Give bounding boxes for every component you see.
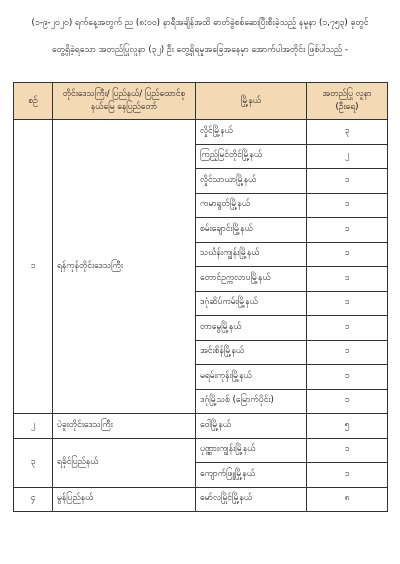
case-count: ၁ bbox=[307, 365, 388, 390]
row-number: ၃ bbox=[14, 438, 53, 487]
case-count: ၁ bbox=[307, 340, 388, 365]
heading-line-1: (၁-၉-၂၀၂၀) ရက်နေ့အတွက် ည (၈:၀၀) နာရီအချိန်အထိ ဓာတ်ခွဲစစ်ဆေးပြီးစီးခဲ့သည့် နမူနာ (၁,၇၅၃) ခုတွင် bbox=[31, 18, 369, 28]
table-row bbox=[14, 414, 388, 439]
case-count: ၁ bbox=[307, 291, 388, 316]
case-count: ၅ bbox=[307, 414, 388, 439]
header-no: စဉ် bbox=[14, 83, 53, 120]
case-count: ၈ bbox=[307, 487, 388, 512]
township-name: တောင်ဥက္ကလာပမြို့နယ် bbox=[196, 267, 307, 292]
township-name: မော်လမြိုင်မြို့နယ် bbox=[196, 487, 307, 512]
heading bbox=[14, 10, 386, 64]
case-count: ၁ bbox=[307, 169, 388, 194]
township-name: ဝေါမြို့နယ် bbox=[196, 414, 307, 439]
table-body bbox=[14, 120, 388, 512]
township-name: ဒဂုံဆိပ်ကမ်းမြို့နယ် bbox=[196, 291, 307, 316]
case-count: ၂ bbox=[307, 144, 388, 169]
region-name: မွန်ပြည်နယ် bbox=[53, 487, 196, 512]
case-count: ၃ bbox=[307, 120, 388, 145]
township-name: ဒဂုံမြို့သစ် (မြောက်ပိုင်း) bbox=[196, 389, 307, 414]
township-name: စမ်းချောင်းမြို့နယ် bbox=[196, 218, 307, 243]
header-region: တိုင်းဒေသကြီး/ ပြည်နယ်/ ပြည်ထောင်စုနယ်မြေ နေပြည်တော် bbox=[53, 83, 196, 120]
table-row bbox=[14, 438, 388, 463]
row-number: ၂ bbox=[14, 414, 53, 439]
township-name: ကြည့်မြင်တိုင်မြို့နယ် bbox=[196, 144, 307, 169]
township-name: ပုဏ္ဏားကျွန်းမြို့နယ် bbox=[196, 438, 307, 463]
case-count: ၁ bbox=[307, 316, 388, 341]
row-number: ၄ bbox=[14, 487, 53, 512]
township-name: ကမာရွတ်မြို့နယ် bbox=[196, 193, 307, 218]
township-name: လှိုင်သာယာမြို့နယ် bbox=[196, 169, 307, 194]
header-count: အတည်ပြု လူနာ (ဦးရေ) bbox=[307, 83, 388, 120]
case-count: ၁ bbox=[307, 193, 388, 218]
township-name: လှိုင်မြို့နယ် bbox=[196, 120, 307, 145]
region-name: ရန်ကုန်တိုင်းဒေသကြီး bbox=[53, 120, 196, 414]
case-count: ၁ bbox=[307, 218, 388, 243]
case-table bbox=[13, 82, 388, 512]
township-name: ကျောက်ဖြူမြို့နယ် bbox=[196, 463, 307, 488]
row-number: ၁ bbox=[14, 120, 53, 414]
case-count: ၁ bbox=[307, 242, 388, 267]
case-count: ၁ bbox=[307, 389, 388, 414]
table-row bbox=[14, 120, 388, 145]
table-header-row bbox=[14, 83, 388, 120]
case-count: ၁ bbox=[307, 438, 388, 463]
township-name: သင်္ဃန်းကျွန်းမြို့နယ် bbox=[196, 242, 307, 267]
header-township: မြို့နယ် bbox=[196, 83, 307, 120]
township-name: မရမ်းကုန်းမြို့နယ် bbox=[196, 365, 307, 390]
heading-line-2: တွေ့ရှိခဲ့ရသော အတည်ပြုလူနာ (၃၂) ဦး တွေ့ရှိရမှုအခြေအနေမှာ အောက်ပါအတိုင်း ဖြစ်ပါသည် - bbox=[52, 45, 348, 55]
township-name: အင်းစိန်မြို့နယ် bbox=[196, 340, 307, 365]
case-count: ၁ bbox=[307, 267, 388, 292]
region-name: ပဲခူးတိုင်းဒေသကြီး bbox=[53, 414, 196, 439]
region-name: ရခိုင်ပြည်နယ် bbox=[53, 438, 196, 487]
township-name: တာမွေမြို့နယ် bbox=[196, 316, 307, 341]
case-count: ၁ bbox=[307, 463, 388, 488]
table-row bbox=[14, 487, 388, 512]
